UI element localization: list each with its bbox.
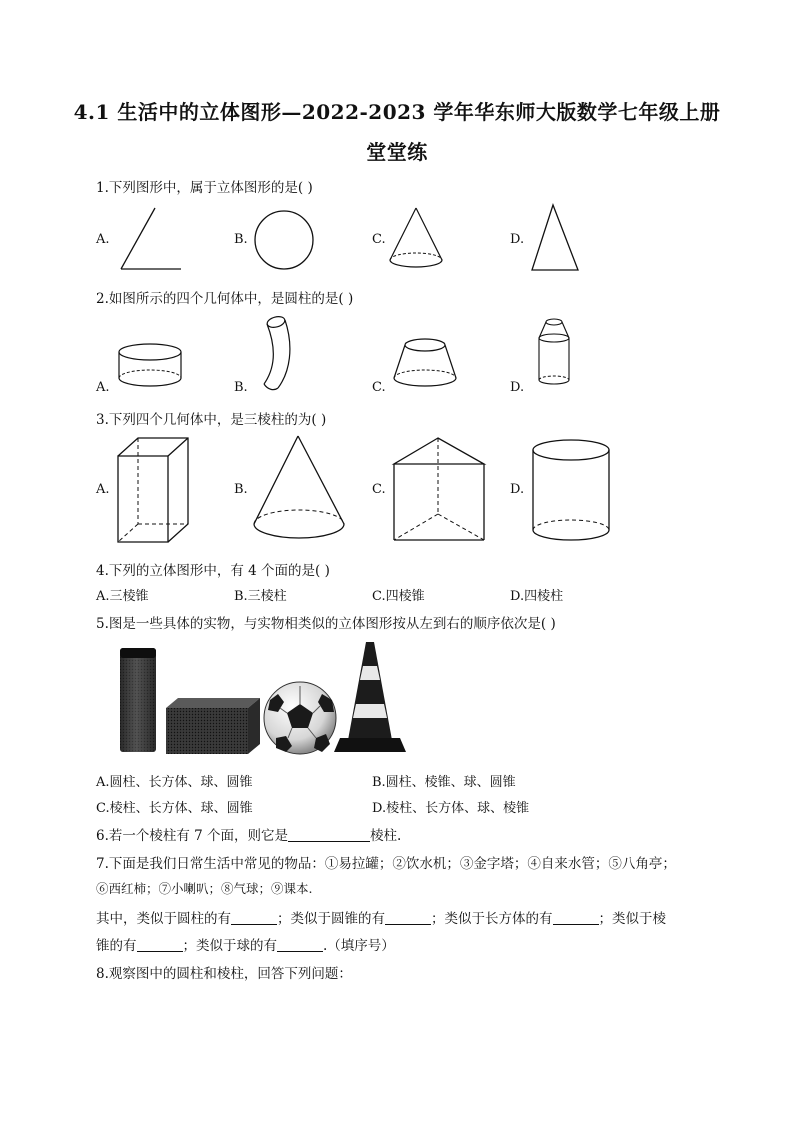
question-4-stem: 4.下列的立体图形中，有 4 个面的是( ) [96,563,330,579]
question-8-stem: 8.观察图中的圆柱和棱柱，回答下列问题： [96,966,352,982]
q2-label-c: C. [372,380,386,395]
q7-cone-prompt: ；类似于圆锥的有 [277,911,385,927]
q2-curved-tube-figure [254,312,304,392]
traffic-cone-object [334,642,406,752]
q3-label-c: C. [372,482,386,497]
q2-capped-cylinder-figure [532,314,576,392]
q1-label-a: A. [96,232,110,247]
question-6 [96,824,401,844]
q7-instruction: .（填序号） [323,938,395,954]
q2-label-b: B. [234,380,248,395]
q4-option-d: D.四棱柱 [510,589,564,604]
q5-option-a: A.圆柱、长方体、球、圆锥 [96,775,253,790]
page-subtitle: 堂堂练 [366,140,428,164]
q1-triangle-figure [528,202,582,274]
q3-cuboid-figure [114,434,194,546]
canister-object [120,648,156,752]
q3-label-d: D. [510,482,525,497]
q6-stem-before: 6.若一个棱柱有 7 个面，则它是 [96,828,289,844]
q7-cuboid-prompt: ；类似于长方体的有 [431,911,553,927]
q3-cone-figure [250,432,350,548]
q5-option-b: B.圆柱、棱锥、球、圆锥 [372,775,516,790]
q7-cuboid-blank[interactable] [553,912,599,925]
q7-cone-blank[interactable] [385,912,431,925]
q4-option-c: C.四棱锥 [372,589,425,604]
q7-pyramid-prompt-start: ；类似于棱 [598,911,666,927]
q2-label-d: D. [510,380,525,395]
q1-label-c: C. [372,232,386,247]
q6-stem-after: 棱柱. [370,828,402,844]
question-7-line-3 [96,907,666,927]
question-1-stem: 1.下列图形中，属于立体图形的是( ) [96,180,313,196]
q2-short-cylinder-figure [114,340,186,392]
question-2-stem: 2.如图所示的四个几何体中，是圆柱的是( ) [96,291,354,307]
question-3-stem: 3.下列四个几何体中，是三棱柱的为( ) [96,412,327,428]
q4-option-b: B.三棱柱 [234,589,287,604]
q3-cylinder-figure [528,436,614,548]
q1-label-d: D. [510,232,525,247]
q7-cylinder-prompt: 其中，类似于圆柱的有 [96,911,231,927]
q2-frustum-figure [388,334,462,392]
q4-option-a: A.三棱锥 [96,589,149,604]
q3-triangular-prism-figure [390,432,490,548]
q1-angle-figure [115,204,185,274]
question-7-line-1: 7.下面是我们日常生活中常见的物品：①易拉罐；②饮水机；③金字塔；④自来水管；⑤八角亭； [96,856,676,872]
question-5-stem: 5.图是一些具体的实物，与实物相类似的立体图形按从左到右的顺序依次是( ) [96,616,556,632]
brick-object [166,698,260,754]
q5-option-d: D.棱柱、长方体、球、棱锥 [372,801,530,816]
q5-option-c: C.棱柱、长方体、球、圆锥 [96,801,253,816]
q3-label-a: A. [96,482,110,497]
q6-answer-blank[interactable] [288,829,370,842]
soccer-ball-object [264,682,336,754]
q3-label-b: B. [234,482,248,497]
q7-pyramid-blank[interactable] [137,939,183,952]
q7-sphere-blank[interactable] [277,939,323,952]
q2-label-a: A. [96,380,110,395]
q1-label-b: B. [234,232,248,247]
q7-sphere-prompt: ；类似于球的有 [182,938,277,954]
page-title: 4.1 生活中的立体图形—2022-2023 学年华东师大版数学七年级上册 [73,100,721,124]
question-7-line-4 [96,934,395,954]
q5-real-objects-photo [110,638,410,760]
q7-cylinder-blank[interactable] [231,912,277,925]
question-7-line-2: ⑥西红柿；⑦小喇叭；⑧气球；⑨课本. [96,881,313,896]
q1-circle-figure [252,208,316,272]
q7-pyramid-prompt-end: 锥的有 [96,938,137,954]
q1-cone-figure [386,204,446,274]
